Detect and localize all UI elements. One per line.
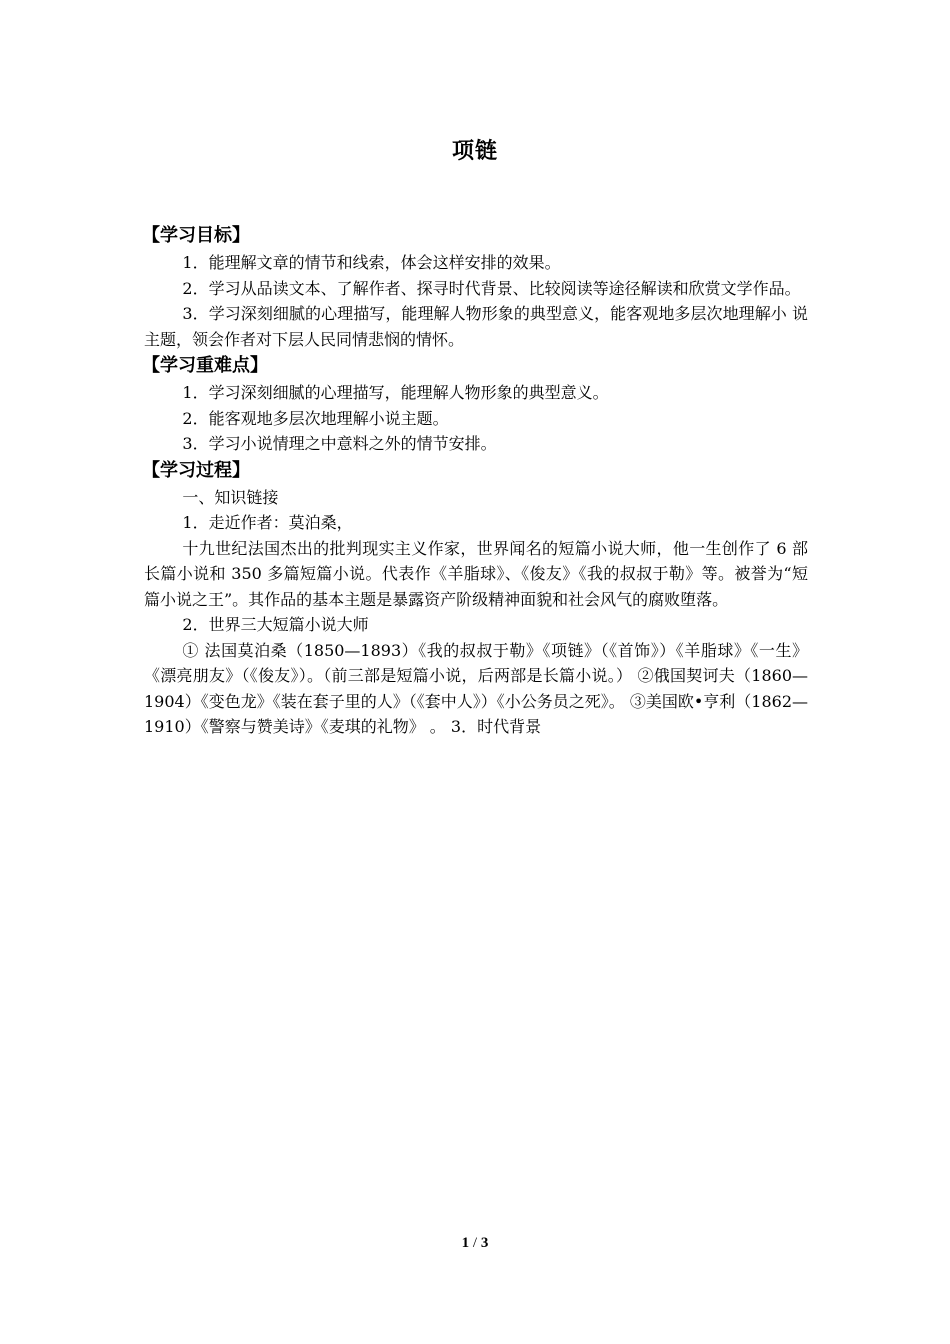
paragraph: 3．学习小说情理之中意料之外的情节安排。 xyxy=(182,434,497,453)
page-total: 3 xyxy=(480,1235,489,1251)
paragraph: 2．学习从品读文本、了解作者、探寻时代背景、比较阅读等途径解读和欣赏文学作品。 xyxy=(182,278,801,298)
paragraph: 1．走近作者：莫泊桑， xyxy=(182,513,353,532)
section-heading-process: 【学习过程】 xyxy=(142,459,250,481)
paragraph: 2．能客观地多层次地理解小说主题。 xyxy=(182,408,449,428)
page-number xyxy=(0,1235,950,1252)
page-separator: / xyxy=(469,1235,481,1251)
section-heading-goals: 【学习目标】 xyxy=(142,225,250,246)
page-current: 1 xyxy=(461,1235,470,1251)
document-body xyxy=(144,222,808,740)
paragraph: 1．能理解文章的情节和线索，体会这样安排的效果。 xyxy=(182,253,561,272)
paragraph: 3．学习深刻细腻的心理描写，能理解人物形象的典型意义，能客观地多层次地理解小 说主题，领会作者对下层人民同情悲悯的情怀。 xyxy=(144,304,808,349)
document-title: 项链 xyxy=(451,139,498,164)
paragraph: 一、知识链接 xyxy=(182,487,279,507)
section-heading-key-points: 【学习重难点】 xyxy=(142,355,268,376)
paragraph: 十九世纪法国杰出的批判现实主义作家，世界闻名的短篇小说大师，他一生创作了 6 部长篇小说和 350 多篇短篇小说。代表作《羊脂球》、《俊友》《我的叔叔于勒》等。被誉为“短篇小说之王”。其作品的基本主题是暴露资产阶级精神面貌和社会风气的腐败堕落。 xyxy=(144,538,808,609)
paragraph: ① 法国莫泊桑（1850—1893）《我的叔叔于勒》《项链》（《首饰》）《羊脂球》《一生》《漂亮朋友》（《俊友》）。（前三部是短篇小说，后两部是长篇小说。） ②俄国契诃夫（1860—1904）《变色龙》《装在套子里的人》（《套中人》）《小公务员之死》。 ③美国欧•亨利（1862—1910）《警察与赞美诗》《麦琪的礼物》 。 3．时代背景 xyxy=(144,640,808,736)
paragraph: 2．世界三大短篇小说大师 xyxy=(182,615,369,634)
paragraph: 1．学习深刻细腻的心理描写，能理解人物形象的典型意义。 xyxy=(182,383,609,402)
